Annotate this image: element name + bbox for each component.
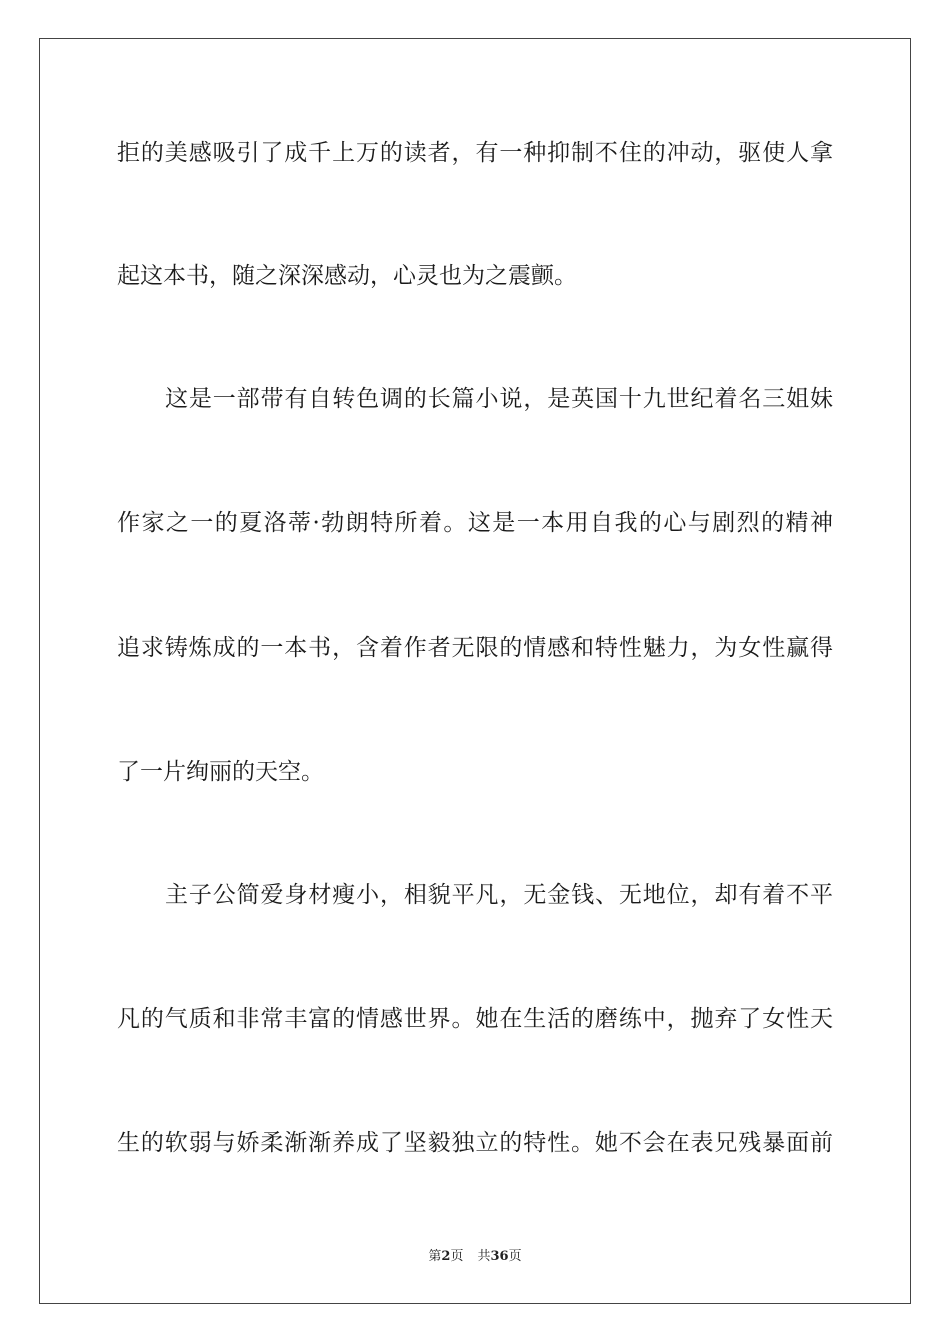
text-line-9: 生的软弱与娇柔渐渐养成了坚毅独立的特性。她不会在表兄残暴面前 [117,1130,833,1156]
text-line-4: 作家之一的夏洛蒂·勃朗特所着。这是一本用自我的心与剧烈的精神 [117,510,833,536]
text-line-1: 拒的美感吸引了成千上万的读者，有一种抑制不住的冲动，驱使人拿 [117,140,833,166]
text-line-3: 这是一部带有自转色调的长篇小说，是英国十九世纪着名三姐妹 [165,386,833,412]
text-line-2: 起这本书，随之深深感动，心灵也为之震颤。 [117,263,577,289]
page-label-prefix: 第 [428,1249,442,1264]
total-label-prefix: 共 [477,1249,491,1264]
page-border [39,38,911,1304]
current-page-number: 2 [441,1249,451,1264]
page-footer [0,1248,950,1266]
total-label-suffix: 页 [508,1249,522,1264]
page-label-suffix: 页 [450,1249,464,1264]
text-line-6: 了一片绚丽的天空。 [117,759,324,785]
text-line-7: 主子公简爱身材瘦小，相貌平凡，无金钱、无地位，却有着不平 [165,882,833,908]
text-line-8: 凡的气质和非常丰富的情感世界。她在生活的磨练中，抛弃了女性天 [117,1006,833,1032]
text-line-5: 追求铸炼成的一本书，含着作者无限的情感和特性魅力，为女性赢得 [117,635,833,661]
total-page-count: 36 [490,1249,509,1264]
